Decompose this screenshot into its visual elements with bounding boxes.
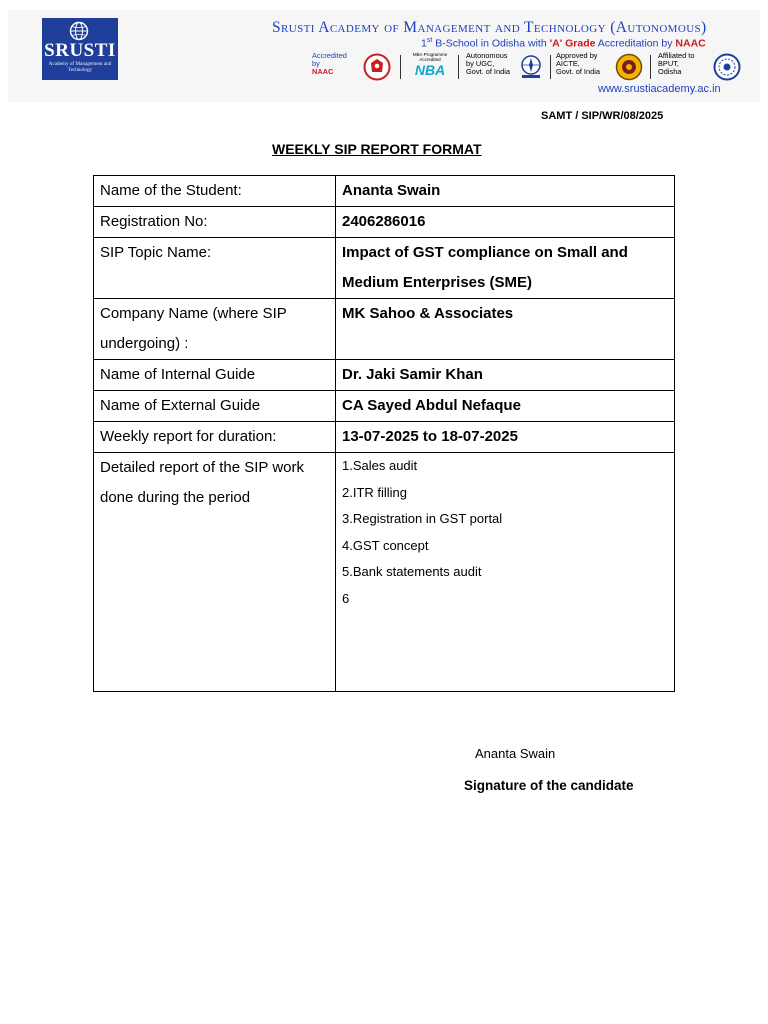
list-item: 1.Sales audit bbox=[342, 458, 418, 473]
table-row bbox=[94, 391, 675, 422]
duration-value: 13-07-2025 to 18-07-2025 bbox=[336, 422, 675, 453]
naac-emblem-icon bbox=[362, 53, 392, 81]
row-label: SIP Topic Name: bbox=[94, 238, 336, 299]
work-details-cell bbox=[336, 453, 675, 692]
nba-logo: NBA bbox=[414, 62, 446, 78]
list-item: 3.Registration in GST portal bbox=[342, 511, 503, 527]
website-link[interactable]: www.srustiacademy.ac.in bbox=[598, 83, 721, 95]
tagline-rank: 1 bbox=[421, 37, 427, 50]
table-row bbox=[94, 207, 675, 238]
table-row bbox=[94, 176, 675, 207]
list-item: 2.ITR filling bbox=[342, 484, 408, 500]
bput-emblem-icon bbox=[712, 53, 742, 81]
row-label: Company Name (where SIP undergoing) : bbox=[94, 299, 336, 360]
student-name-value: Ananta Swain bbox=[336, 176, 675, 207]
table-row bbox=[94, 299, 675, 360]
tagline-text-2: Accreditation by bbox=[595, 37, 676, 50]
institution-logo bbox=[42, 18, 118, 80]
internal-guide-value: Dr. Jaki Samir Khan bbox=[336, 360, 675, 391]
reference-code: SAMT / SIP/WR/08/2025 bbox=[541, 110, 664, 122]
candidate-name: Ananta Swain bbox=[475, 746, 556, 761]
naac-accreditation bbox=[312, 52, 347, 76]
aicte-approval bbox=[556, 52, 600, 76]
naac-line2: by bbox=[312, 59, 320, 68]
ugc-emblem-icon bbox=[516, 54, 546, 80]
logo-wordmark: SRUSTI bbox=[44, 40, 116, 61]
document-title: WEEKLY SIP REPORT FORMAT bbox=[272, 141, 482, 157]
registration-no-value: 2406286016 bbox=[336, 207, 675, 238]
list-item: 5.Bank statements audit bbox=[342, 564, 482, 580]
row-label: Name of the Student: bbox=[94, 176, 336, 207]
logo-subtitle: Academy of Management and Technology bbox=[48, 61, 112, 73]
aicte-line3: Govt. of India bbox=[556, 67, 600, 76]
signature-label: Signature of the candidate bbox=[464, 778, 634, 793]
divider bbox=[458, 55, 459, 79]
bput-line2: BPUT, bbox=[658, 59, 679, 68]
list-item: 4.GST concept bbox=[342, 537, 429, 553]
divider bbox=[650, 55, 651, 79]
table-row bbox=[94, 422, 675, 453]
nba-label: MBA Programme Accredited bbox=[412, 52, 448, 62]
tagline bbox=[421, 37, 751, 50]
row-label: Weekly report for duration: bbox=[94, 422, 336, 453]
ugc-autonomy bbox=[466, 52, 510, 76]
bput-affiliation bbox=[658, 52, 694, 76]
tagline-naac: NAAC bbox=[675, 37, 706, 50]
tagline-text: B-School in Odisha with bbox=[432, 37, 550, 50]
aicte-emblem-icon bbox=[614, 53, 644, 81]
row-label: Name of Internal Guide bbox=[94, 360, 336, 391]
table-row bbox=[94, 453, 675, 692]
table-row bbox=[94, 238, 675, 299]
naac-line3: NAAC bbox=[312, 67, 334, 76]
row-label: Name of External Guide bbox=[94, 391, 336, 422]
tagline-rank-suffix: st bbox=[426, 37, 433, 44]
institution-name: Srusti Academy of Management and Technology (Autonomous) bbox=[272, 19, 707, 36]
bput-line1: Affiliated to bbox=[658, 51, 695, 60]
globe-icon bbox=[69, 21, 89, 41]
bput-line3: Odisha bbox=[658, 67, 682, 76]
ugc-line1: Autonomous bbox=[466, 51, 508, 60]
aicte-line2: AICTE, bbox=[556, 59, 580, 68]
list-item: 6 bbox=[342, 590, 350, 606]
naac-line1: Accredited bbox=[312, 51, 347, 60]
external-guide-value: CA Sayed Abdul Nefaque bbox=[336, 391, 675, 422]
accreditation-strip bbox=[312, 52, 748, 82]
ugc-line2: by UGC, bbox=[466, 59, 495, 68]
divider bbox=[550, 55, 551, 79]
row-label: Registration No: bbox=[94, 207, 336, 238]
tagline-grade: 'A' Grade bbox=[549, 37, 596, 50]
aicte-line1: Approved by bbox=[556, 51, 598, 60]
table-row bbox=[94, 360, 675, 391]
sip-topic-value: Impact of GST compliance on Small and Medium Enterprises (SME) bbox=[336, 238, 675, 299]
divider bbox=[400, 55, 401, 79]
ugc-line3: Govt. of India bbox=[466, 67, 510, 76]
row-label: Detailed report of the SIP work done during the period bbox=[94, 453, 336, 692]
company-name-value: MK Sahoo & Associates bbox=[336, 299, 675, 360]
sip-report-table bbox=[93, 175, 675, 692]
nba-accreditation bbox=[408, 52, 452, 78]
